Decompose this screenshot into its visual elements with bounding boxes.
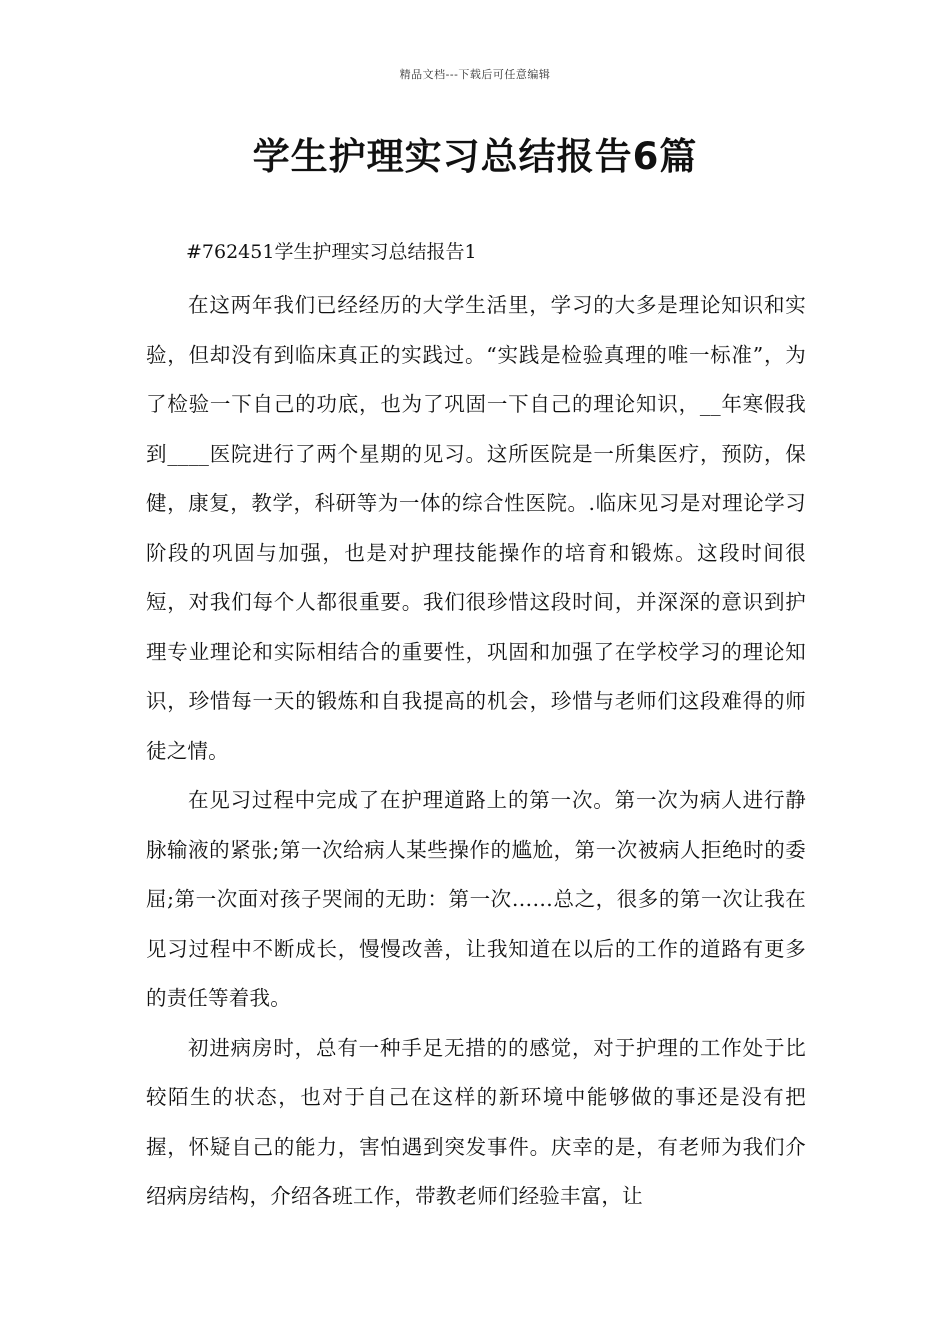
section-heading: #762451学生护理实习总结报告1 (186, 241, 477, 263)
paragraph-3: 初进病房时，总有一种手足无措的的感觉，对于护理的工作处于比较陌生的状态，也对于自己在这样的新环境中能够做的事还是没有把握，怀疑自己的能力，害怕遇到突发事件。庆幸的是，有老师为我们介绍病房结构，介绍各班工作，带教老师们经验丰富，让 (146, 1035, 806, 1208)
document-body (146, 232, 806, 1222)
document-title: 学生护理实习总结报告6篇 (252, 135, 698, 178)
paragraph-1: 在这两年我们已经经历的大学生活里，学习的大多是理论知识和实验，但却没有到临床真正的实践过。“实践是检验真理的唯一标准”，为了检验一下自己的功底，也为了巩固一下自己的理论知识，__年寒假我到____医院进行了两个星期的见习。这所医院是一所集医疗，预防，保健，康复，教学，科研等为一体的综合性医院。.临床见习是对理论学习阶段的巩固与加强，也是对护理技能操作的培育和锻炼。这段时间很短，对我们每个人都很重要。我们很珍惜这段时间，并深深的意识到护理专业理论和实际相结合的重要性，巩固和加强了在学校学习的理论知识，珍惜每一天的锻炼和自我提高的机会，珍惜与老师们这段难得的师徒之情。 (146, 293, 806, 763)
header-note: 精品文档---下载后可任意编辑 (399, 68, 551, 81)
paragraph-2: 在见习过程中完成了在护理道路上的第一次。第一次为病人进行静脉输液的紧张;第一次给病人某些操作的尴尬，第一次被病人拒绝时的委屈;第一次面对孩子哭闹的无助：第一次……总之，很多的第一次让我在见习过程中不断成长，慢慢改善，让我知道在以后的工作的道路有更多的责任等着我。 (146, 788, 806, 1010)
